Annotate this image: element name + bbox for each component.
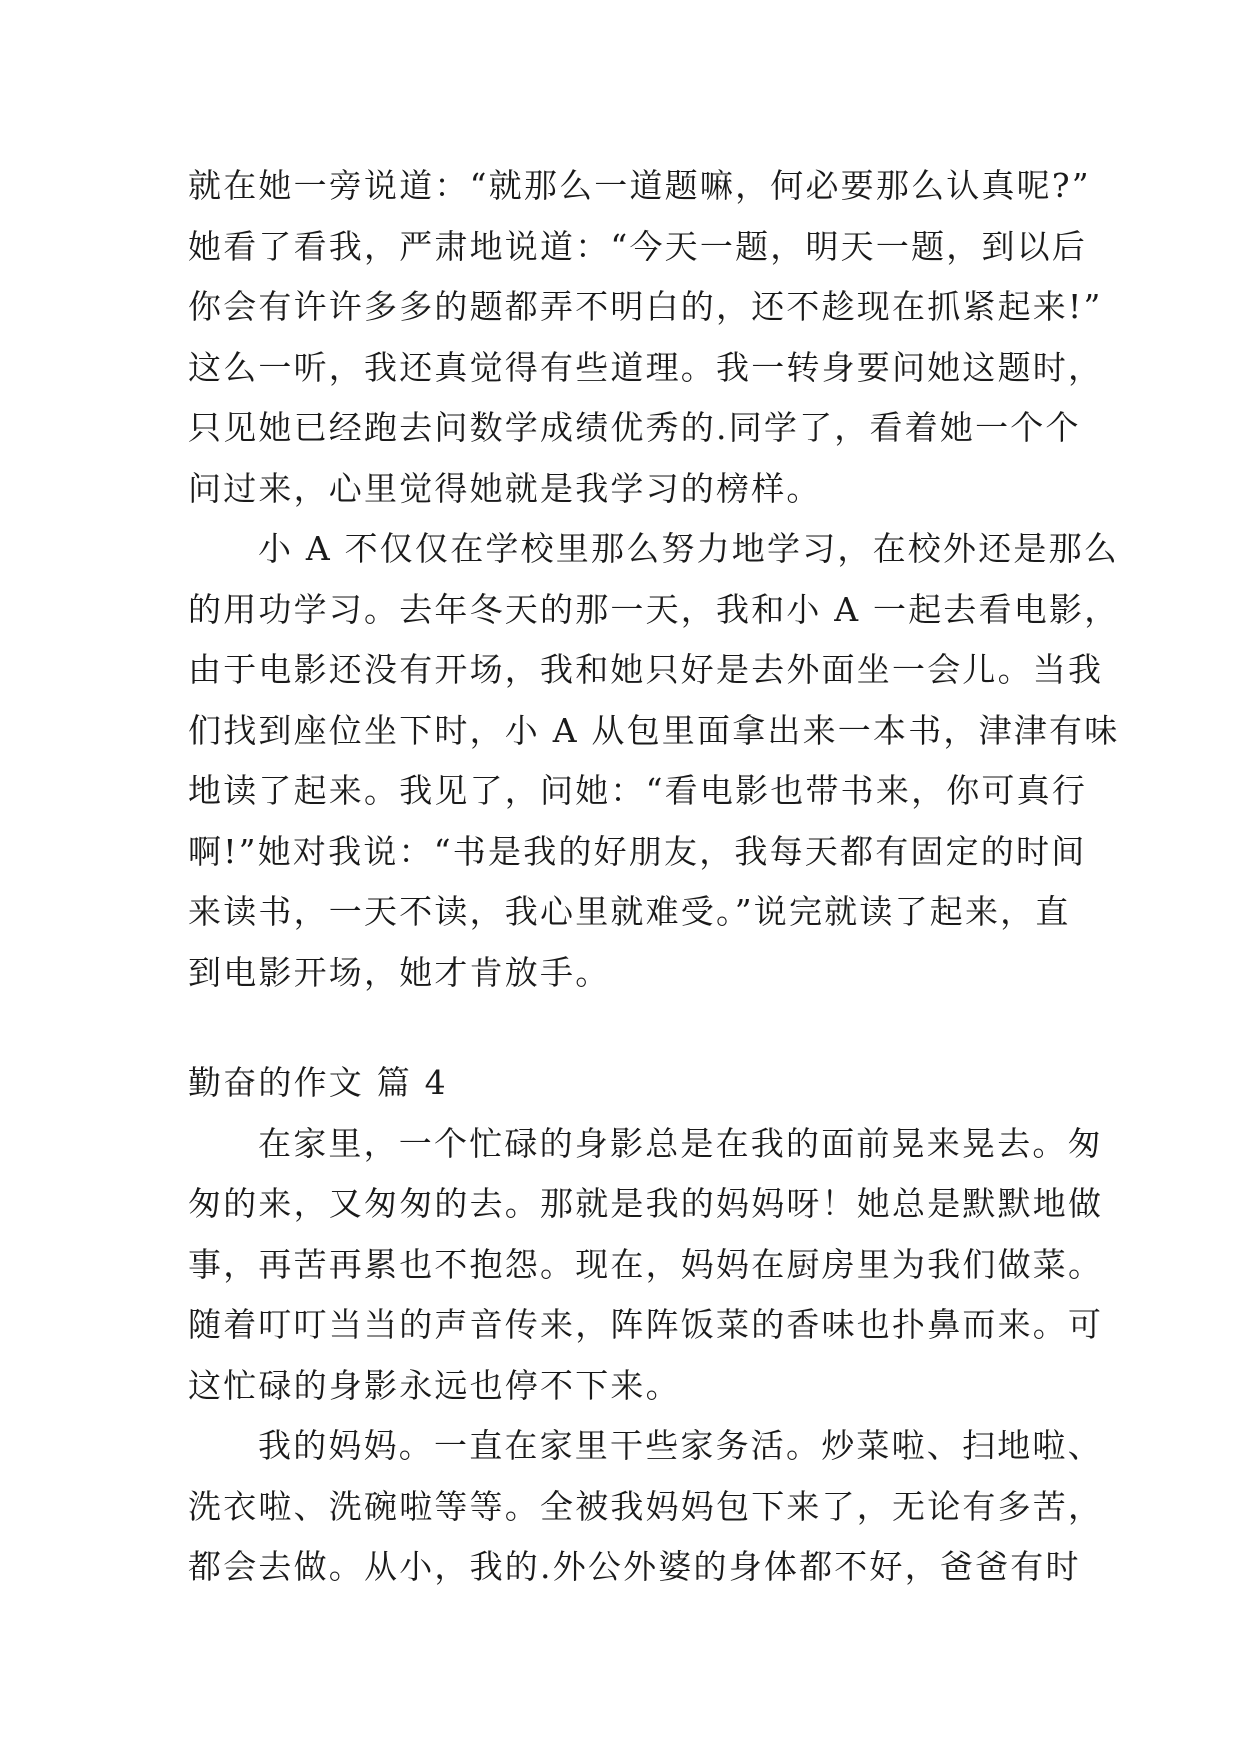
paragraph-2: [188, 519, 1120, 1003]
text-line: 到电影开场，她才肯放手。: [188, 952, 611, 992]
text-line: 来读书，一天不读，我心里就难受。”说完就读了起来，直: [188, 892, 1071, 931]
text-line: 就在她一旁说道：“就那么一道题嘛，何必要那么认真呢?”: [188, 166, 1091, 205]
text-line: 的用功学习。去年冬天的那一天，我和小 A 一起去看电影，: [188, 589, 1120, 629]
text-line: 由于电影还没有开场，我和她只好是去外面坐一会儿。当我: [188, 650, 1104, 689]
text-line: 你会有许许多多的题都弄不明白的，还不趁现在抓紧起来!”: [188, 287, 1103, 326]
text-line: 她看了看我，严肃地说道：“今天一题，明天一题，到以后: [188, 226, 1088, 266]
text-line: 啊!”她对我说：“书是我的好朋友，我每天都有固定的时间: [188, 831, 1087, 871]
document-body: [188, 156, 1120, 1598]
text-line: 只见她已经跑去问数学成绩优秀的.同学了，看着她一个个: [188, 408, 1081, 447]
text-line: 地读了起来。我见了，问她：“看电影也带书来，你可真行: [188, 771, 1088, 810]
text-line: 随着叮叮当当的声音传来，阵阵饭菜的香味也扑鼻而来。可: [188, 1305, 1104, 1344]
text-line: 我的妈妈。一直在家里干些家务活。炒菜啦、扫地啦、: [258, 1426, 1103, 1465]
paragraph-3: [188, 1114, 1104, 1417]
text-line: 问过来，心里觉得她就是我学习的榜样。: [188, 468, 822, 508]
text-line: 们找到座位坐下时，小 A 从包里面拿出来一本书，津津有味: [188, 710, 1120, 750]
text-line: 都会去做。从小，我的.外公外婆的身体都不好，爸爸有时: [188, 1547, 1081, 1586]
text-line: 这忙碌的身影永远也停不下来。: [188, 1365, 681, 1405]
paragraph-4: [188, 1416, 1104, 1598]
paragraph-1: [188, 156, 1104, 519]
section-gap: [188, 1003, 1068, 1053]
text-line: 这么一听，我还真觉得有些道理。我一转身要问她这题时，: [188, 347, 1104, 387]
text-line: 在家里，一个忙碌的身影总是在我的面前晃来晃去。匆: [258, 1123, 1103, 1163]
text-line: 事，再苦再累也不抱怨。现在，妈妈在厨房里为我们做菜。: [188, 1244, 1104, 1284]
text-line: 匆的来，又匆匆的去。那就是我的妈妈呀！她总是默默地做: [188, 1184, 1104, 1223]
text-line: 洗衣啦、洗碗啦等等。全被我妈妈包下来了，无论有多苦，: [188, 1486, 1104, 1526]
text-line: 小 A 不仅仅在学校里那么努力地学习，在校外还是那么: [258, 529, 1120, 568]
section-heading: 勤奋的作文 篇 4: [188, 1063, 448, 1102]
